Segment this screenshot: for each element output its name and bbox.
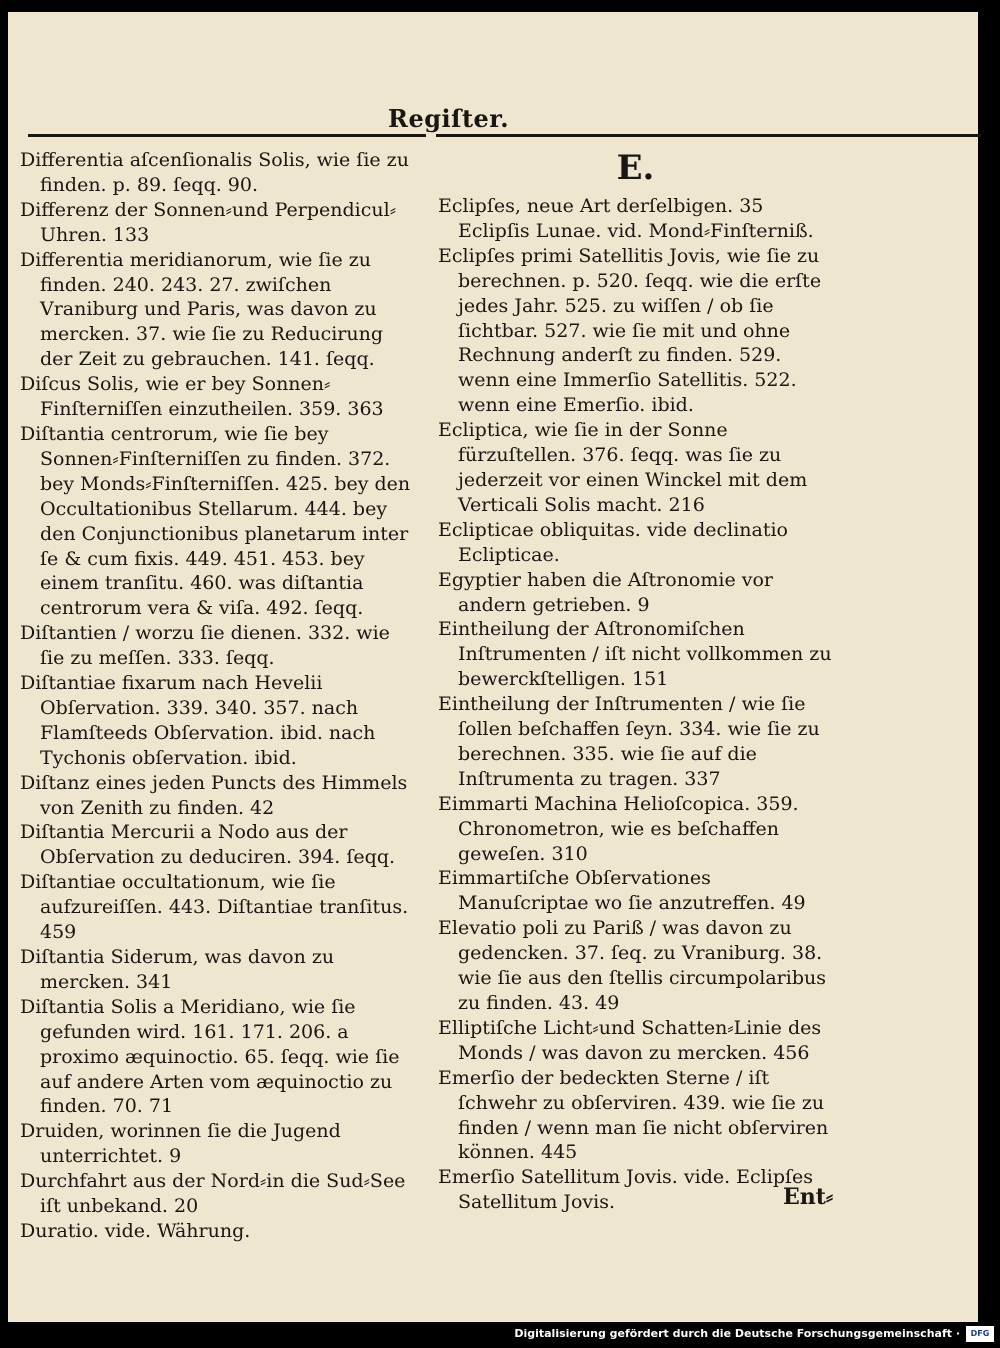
index-entry: Diſtantia centrorum, wie ſie bey Sonnen⸗Finſterniſſen zu finden. 372. bey Monds⸗Finſterniſſen. 425. bey den Occultationibus Stellarum. 444. bey den Conjunctionibus planetarum inter ſe & cum fixis. 449. 451. 453. bey einem tranſitu. 460. was diſtantia centrorum vera & viſa. 492. ſeqq. — [20, 422, 411, 620]
left-column — [20, 148, 412, 1244]
index-entry: Diſtantia Solis a Meridiano, wie ſie gefunden wird. 161. 171. 206. a proximo æquinoctio. 65. ſeqq. wie ſie auf andere Arten vom æquinoctio zu finden. 70. 71 — [20, 995, 400, 1118]
index-entry: Eclipſes primi Satellitis Jovis, wie ſie zu berechnen. p. 520. ſeqq. wie die erſte jedes Jahr. 525. zu wiſſen / ob ſie ſichtbar. 527. wie ſie mit und ohne Rechnung anderſt zu finden. 529. wenn eine Immerſio Satellitis. 522. wenn eine Emerſio. ibid. — [438, 244, 822, 417]
header-rule-left — [28, 134, 426, 137]
index-entry: Differenz der Sonnen⸗und Perpendicul⸗Uhren. 133 — [20, 198, 397, 246]
index-entry: Diſtantien / worzu ſie dienen. 332. wie ſie zu meſſen. 333. ſeqq. — [20, 622, 390, 670]
index-entry: Durchfahrt aus der Nord⸗in die Sud⸗See iſt unbekand. 20 — [20, 1170, 406, 1218]
index-entry: Elevatio poli zu Pariß / was davon zu gedencken. 37. ſeq. zu Vraniburg. 38. wie ſie aus den ſtellis circumpolaribus zu finden. 43. 49 — [438, 917, 826, 1014]
index-entry: Ecliptica, wie ſie in der Sonne fürzuſtellen. 376. ſeqq. was ſie zu jederzeit vor einen Winckel mit dem Verticali Solis macht. 216 — [438, 419, 808, 516]
index-entry: Differentia meridianorum, wie ſie zu finden. 240. 243. 27. zwiſchen Vraniburg und Paris, was davon zu mercken. 37. wie ſie zu Reducirung der Zeit zu gebrauchen. 141. ſeqq. — [20, 248, 384, 371]
index-entry: Egyptier haben die Aſtronomie vor andern getrieben. 9 — [438, 568, 773, 616]
index-entry: Elliptiſche Licht⸗und Schatten⸗Linie des Monds / was davon zu mercken. 456 — [438, 1016, 822, 1064]
footer-bar — [0, 1322, 1000, 1348]
index-entry: Diſtantiae fixarum nach Hevelii Obſervation. 339. 340. 357. nach Flamſteeds Obſervation. ibid. nach Tychonis obſervation. ibid. — [20, 672, 376, 769]
index-entry: Differentia aſcenſionalis Solis, wie ſie zu finden. p. 89. ſeqq. 90. — [20, 149, 409, 196]
section-letter-heading: E. — [616, 148, 655, 188]
index-entry: Druiden, worinnen ſie die Jugend unterrichtet. 9 — [20, 1120, 341, 1168]
index-entry: Eclipticae obliquitas. vide declinatio Eclipticae. — [438, 518, 788, 566]
dfg-logo-icon: DFG — [966, 1326, 994, 1342]
header-rule-right — [436, 134, 981, 137]
index-entry: Diſtantia Siderum, was davon zu mercken. 341 — [20, 946, 335, 993]
index-entry: Eintheilung der Aſtronomiſchen Inſtrumenten / iſt nicht vollkommen zu bewerckſtelligen. 151 — [438, 618, 832, 691]
index-entry: Diſcus Solis, wie er bey Sonnen⸗Finſterniſſen einzutheilen. 359. 363 — [20, 373, 384, 421]
index-entry: Eclipſes, neue Art derſelbigen. 35 Eclipſis Lunae. vid. Mond⸗Finſterniß. — [438, 195, 814, 242]
index-entry: Eintheilung der Inſtrumenten / wie ſie ſollen beſchaffen ſeyn. 334. wie ſie zu berechnen. 335. wie ſie auf die Inſtrumenta zu tragen. 337 — [438, 693, 820, 790]
right-column — [438, 148, 833, 1215]
index-entry: Eimmartiſche Obſervationes Manuſcriptae wo ſie anzutreffen. 49 — [438, 867, 806, 915]
page-header: Regiſter. — [388, 104, 510, 133]
footer-credit: Digitalisierung gefördert durch die Deutsche Forschungsgemeinschaft · — [514, 1327, 960, 1340]
index-entry: Eimmarti Machina Helioſcopica. 359. Chronometron, wie es beſchaffen geweſen. 310 — [438, 792, 799, 865]
index-entry: Diſtantiae occultationum, wie ſie aufzureiſſen. 443. Diſtantiae tranſitus. 459 — [20, 871, 409, 944]
index-entry: Emerſio Satellitum Jovis. vide. Eclipſes Satellitum Jovis. — [438, 1166, 814, 1214]
index-entry: Diſtanz eines jeden Puncts des Himmels von Zenith zu finden. 42 — [20, 771, 408, 819]
book-page — [8, 12, 978, 1322]
index-entry: Emerſio der bedeckten Sterne / iſt ſchwehr zu obſerviren. 439. wie ſie zu finden / wenn man ſie nicht obſerviren können. 445 — [438, 1066, 829, 1164]
index-entry: Diſtantia Mercurii a Nodo aus der Obſervation zu deduciren. 394. ſeqq. — [20, 821, 396, 869]
catchword: Ent⸗ — [783, 1184, 834, 1210]
index-entry: Duratio. vide. Währung. — [20, 1219, 251, 1242]
